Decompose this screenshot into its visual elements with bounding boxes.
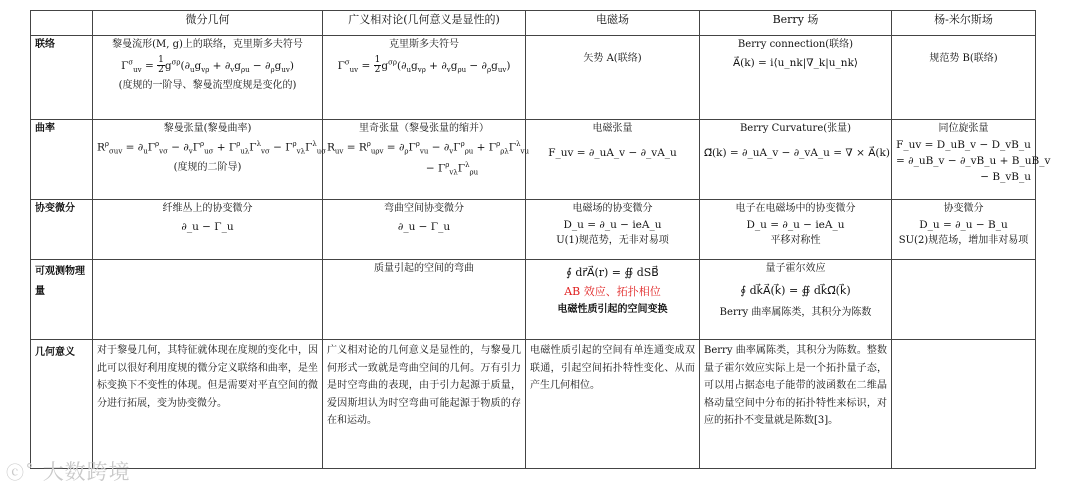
cell-connection-berry — [700, 36, 892, 120]
cell-observable-ym — [892, 260, 1036, 340]
row-header-curvature: 曲率 — [31, 120, 93, 200]
cell-curvature-em — [526, 120, 700, 200]
cell-connection-dg — [93, 36, 323, 120]
cell-meaning-dg: 对于黎曼几何，其特征就体现在度规的变化中，因此可以很好利用度规的微分定义联络和曲率，是坐标变换下不变性的体现。但是需要对平直空间的微分进行拓展，变为协变微分。 — [93, 340, 323, 469]
riemann-tensor-formula: $R^\rho_{\sigma uv} = \partial_u\Gamma^\rho_{v\sigma} - \partial_v\Gamma^\rho_{u\sigma} + \Gamma^\rho_{u\lambda}\Gamma^\lambda_{v\sigma} - \Gamma^\rho_{v\lambda}\Gamma^\lambda_{u\sigma}$ — [97, 139, 327, 156]
cell-covariant-dg — [93, 200, 323, 260]
aharonov-bohm-formula: ∮ dr⃗A⃗(r) = ∯ dSB⃗ — [566, 266, 659, 279]
cell-covariant-berry — [700, 200, 892, 260]
row-curvature — [31, 120, 1036, 200]
em-curvature-title: 电磁张量 — [592, 123, 633, 134]
berry-covariant-note: 平移对称性 — [770, 234, 821, 246]
row-header-covariant: 协变微分 — [31, 200, 93, 260]
cell-meaning-ym — [892, 340, 1036, 469]
dg-covariant-title: 纤维丛上的协变微分 — [162, 203, 253, 214]
row-header-observable: 可观测物理量 — [31, 260, 93, 340]
row-connection — [31, 36, 1036, 120]
cell-meaning-gr: 广义相对论的几何意义是显性的，与黎曼几何形式一致就是弯曲空间的几何。万有引力是时空弯曲的表现，由于引力起源于质量，爱因斯坦认为时空弯曲可能起源于物质的存在和运动。 — [323, 340, 526, 469]
cell-observable-gr — [323, 260, 526, 340]
ab-effect-label: AB 效应、拓扑相位 — [564, 284, 661, 298]
cell-observable-berry — [700, 260, 892, 340]
em-covariant-formula: D_u = ∂_u − ieA_u — [563, 218, 662, 231]
ym-covariant-title: 协变微分 — [943, 203, 984, 214]
col-header-berry: Berry 场 — [700, 11, 892, 36]
corner-cell — [31, 11, 93, 36]
row-header-connection: 联络 — [31, 36, 93, 120]
ym-connection: 规范势 B(联络) — [929, 53, 998, 64]
cell-observable-em — [526, 260, 700, 340]
row-geometric-meaning — [31, 340, 1036, 469]
row-header-geometric-meaning: 几何意义 — [31, 340, 93, 469]
ym-curvature-formula-2: = ∂_uB_v − ∂_vB_u + B_uB_v — [896, 154, 1051, 167]
col-header-general-relativity: 广义相对论(几何意义是显性的) — [323, 11, 526, 36]
row-observable — [31, 260, 1036, 340]
cell-meaning-em: 电磁性质引起的空间有单连通变成双联通，引起空间拓扑特性变化、从而产生几何相位。 — [526, 340, 700, 469]
cell-curvature-dg — [93, 120, 327, 200]
christoffel-formula: $\Gamma^\sigma_{uv}$ = $\frac{1}{2}$ $g^{\sigma\rho}(\partial_ug_{v\rho} + \partial_vg_{\rho u} - \partial_\rho g_{uv})$ — [121, 54, 294, 75]
berry-connection-formula: A⃗(k) = i⟨u_nk|∇_k|u_nk⟩ — [732, 56, 859, 69]
dg-covariant-formula: ∂_u − Γ_u — [181, 220, 234, 233]
dg-connection-title: 黎曼流形(M, g)上的联络，克里斯多夫符号 — [112, 39, 303, 50]
quantum-hall-formula: ∮ dk⃗A⃗(k⃗) = ∯ dk⃗Ω⃗(k⃗) — [740, 283, 851, 297]
gr-curvature-title: 里奇张量（黎曼张量的缩并） — [359, 123, 489, 134]
berry-observable-title: 量子霍尔效应 — [765, 263, 826, 274]
berry-curvature-title: Berry Curvature(张量) — [739, 123, 852, 134]
ricci-tensor-formula: $R_{uv} = R^\rho_{u\rho v} = \partial_\rho\Gamma^\rho_{vu} - \partial_v\Gamma^\rho_{\rho u} + \Gamma^\rho_{\rho\lambda}\Gamma^\lambda_{vu}$ — [327, 139, 529, 156]
ym-curvature-formula-1: F_uv = D_uB_v − D_vB_u — [896, 138, 1031, 151]
cell-meaning-berry: Berry 曲率属陈类，其积分为陈数。整数量子霍尔效应实际上是一个拓扑量子态，可以用占据态电子能带的波函数在二维晶格动量空间中分布的拓扑特性来标识，对应的拓扑不变量就是陈数[3]。 — [700, 340, 892, 469]
em-covariant-note: U(1)规范势，无非对易项 — [556, 234, 669, 246]
em-observable-note: 电磁性质引起的空间变换 — [557, 303, 668, 315]
cell-covariant-ym — [892, 200, 1036, 260]
berry-covariant-title: 电子在电磁场中的协变微分 — [735, 203, 856, 214]
cell-covariant-gr — [323, 200, 526, 260]
cell-connection-em — [526, 36, 700, 120]
christoffel-formula-gr: $\Gamma^\sigma_{uv}$ = $\frac{1}{2}$ $g^{\sigma\rho}(\partial_ug_{v\rho} + \partial_vg_{\rho u} - \partial_\rho g_{uv})$ — [337, 54, 511, 75]
gr-connection-title: 克里斯多夫符号 — [389, 39, 459, 50]
em-tensor-formula: F_uv = ∂_uA_v − ∂_vA_u — [548, 146, 677, 159]
cell-covariant-em — [526, 200, 700, 260]
berry-covariant-formula: D_u = ∂_u − ieA_u — [746, 218, 845, 231]
col-header-differential-geometry: 微分几何 — [93, 11, 323, 36]
cell-curvature-ym — [892, 120, 1051, 200]
comparison-table — [30, 10, 1051, 469]
wechat-bubble-icon: ⓒ˚ — [6, 463, 35, 484]
watermark-text: 大数跨境 — [42, 460, 131, 484]
row-covariant — [31, 200, 1036, 260]
col-header-electromagnetic: 电磁场 — [526, 11, 700, 36]
ricci-tensor-formula-line2: − $\Gamma^\rho_{v\lambda}\Gamma^\lambda_{\rho u}$ — [425, 160, 479, 177]
ym-curvature-formula-3: − B_vB_u — [980, 170, 1031, 183]
dg-curvature-note: (度规的二阶导) — [173, 161, 242, 173]
berry-connection-title: Berry connection(联络) — [737, 39, 854, 50]
cell-observable-dg — [93, 260, 323, 340]
cell-curvature-berry — [700, 120, 892, 200]
gr-covariant-formula: ∂_u − Γ_u — [397, 220, 451, 233]
ym-curvature-title: 同位旋张量 — [938, 123, 989, 134]
berry-observable-note: Berry 曲率属陈类，其积分为陈数 — [719, 307, 872, 319]
cell-curvature-gr — [323, 120, 529, 200]
em-covariant-title: 电磁场的协变微分 — [572, 203, 653, 214]
dg-connection-note: (度规的一阶导、黎曼流型度规是变化的) — [118, 80, 297, 92]
watermark — [6, 456, 131, 486]
dg-curvature-title: 黎曼张量(黎曼曲率) — [163, 123, 252, 134]
berry-curvature-formula: Ω⃗(k) = ∂_uA_v − ∂_vA_u = ∇ × A⃗(k) — [704, 146, 890, 159]
ym-covariant-formula: D_u = ∂_u − B_u — [919, 218, 1008, 231]
cell-connection-ym — [892, 36, 1036, 120]
gr-observable: 质量引起的空间的弯曲 — [374, 263, 474, 274]
gr-covariant-title: 弯曲空间协变微分 — [384, 203, 464, 214]
ym-covariant-note: SU(2)规范场，增加非对易项 — [898, 234, 1029, 246]
col-header-yang-mills: 杨-米尔斯场 — [892, 11, 1036, 36]
cell-connection-gr — [323, 36, 526, 120]
em-connection: 矢势 A(联络) — [583, 53, 642, 64]
